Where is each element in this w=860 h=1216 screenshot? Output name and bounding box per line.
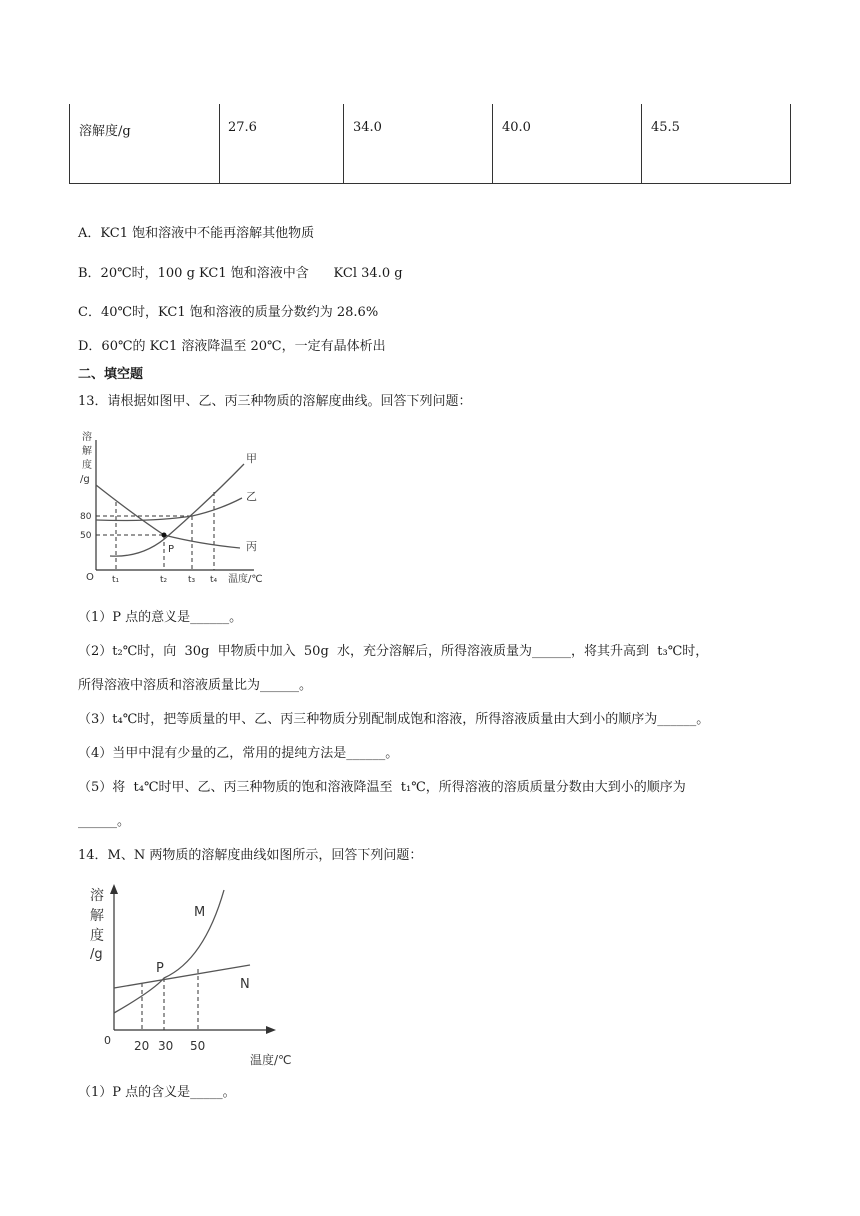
table-cell — [219, 104, 344, 183]
series-label-yi: 乙 — [246, 490, 257, 503]
x-tick-label: t₂ — [160, 575, 168, 585]
x-axis-label: 温度/℃ — [250, 1053, 292, 1067]
y-label-char: 解 — [90, 908, 104, 924]
table-cell — [69, 104, 220, 183]
q14-solubility-graph — [84, 880, 314, 1070]
x-tick-label: t₃ — [188, 575, 196, 585]
q13-solubility-graph — [74, 430, 274, 590]
y-label-char: /g — [80, 474, 90, 485]
table-cell — [493, 104, 642, 183]
curve-n — [114, 965, 250, 988]
point-label: P — [156, 961, 164, 976]
curve-m — [114, 890, 224, 1013]
x-axis-label: 温度/℃ — [228, 574, 263, 585]
table-cell-text: 溶解度/g — [79, 124, 131, 139]
y-label-char: /g — [90, 947, 103, 962]
series-label-bing: 丙 — [246, 540, 257, 553]
series-label-m: M — [194, 905, 206, 920]
q13-sub2b: 所得溶液中溶质和溶液质量比为______。 — [78, 678, 313, 693]
table-cell-text: 34.0 — [353, 120, 382, 135]
y-label-char: 解 — [82, 446, 92, 457]
y-tick-label: 80 — [80, 512, 92, 522]
q13-sub3: （3）t₄℃时，把等质量的甲、乙、丙三种物质分别配制成饱和溶液，所得溶液质量由大到小的顺序为______。 — [78, 712, 710, 727]
y-label-char: 溶 — [82, 432, 92, 443]
y-label-char: 溶 — [90, 888, 104, 904]
y-axis-arrow — [110, 884, 118, 894]
y-tick-label: 50 — [80, 531, 92, 541]
point-label: P — [168, 544, 175, 555]
x-tick-label: t₄ — [210, 575, 218, 585]
option-b: B．20℃时，100 g KC1 饱和溶液中含 KCl 34.0 g — [78, 266, 403, 281]
section-title: 二、填空题 — [78, 367, 144, 382]
solubility-table — [69, 104, 791, 184]
q13-sub2a: （2）t₂℃时，向 30g 甲物质中加入 50g 水，充分溶解后，所得溶液质量为______，将其升高到 t₃℃时， — [78, 644, 709, 659]
x-axis-arrow — [266, 1026, 276, 1034]
x-tick-label: 50 — [190, 1039, 206, 1053]
table-cell-text: 40.0 — [502, 120, 531, 135]
table-bottom-border — [69, 183, 791, 184]
table-cell-text: 27.6 — [228, 120, 257, 135]
option-a: A．KC1 饱和溶液中不能再溶解其他物质 — [78, 226, 315, 241]
curve-jia — [110, 464, 244, 556]
q13-sub1: （1）P 点的意义是______。 — [78, 610, 243, 625]
q13-sub5b: ______。 — [78, 814, 131, 829]
q13-sub5a: （5）将 t₄℃时甲、乙、丙三种物质的饱和溶液降温至 t₁℃，所得溶液的溶质质量分数由大到小的顺序为 — [78, 780, 686, 795]
q13-stem: 13．请根据如图甲、乙、丙三种物质的溶解度曲线。回答下列问题： — [78, 394, 472, 409]
q13-sub4: （4）当甲中混有少量的乙，常用的提纯方法是______。 — [78, 746, 399, 761]
q14-stem: 14．M、N 两物质的溶解度曲线如图所示，回答下列问题： — [78, 848, 423, 863]
option-c: C．40℃时，KC1 饱和溶液的质量分数约为 28.6% — [78, 305, 379, 320]
table-cell — [642, 104, 791, 183]
origin-label: 0 — [104, 1034, 111, 1047]
y-label-char: 度 — [90, 928, 104, 944]
table-cell — [344, 104, 493, 183]
series-label-n: N — [240, 977, 250, 992]
option-d: D．60℃的 KC1 溶液降温至 20℃，一定有晶体析出 — [78, 339, 386, 354]
y-label-char: 度 — [82, 460, 92, 471]
x-tick-label: 20 — [134, 1039, 150, 1053]
table-cell-text: 45.5 — [651, 120, 680, 135]
x-tick-label: t₁ — [112, 575, 120, 585]
origin-label: O — [86, 572, 94, 583]
point-p — [162, 533, 167, 538]
q14-sub1: （1）P 点的含义是_____。 — [78, 1085, 236, 1100]
x-tick-label: 30 — [158, 1039, 174, 1053]
series-label-jia: 甲 — [246, 452, 257, 465]
